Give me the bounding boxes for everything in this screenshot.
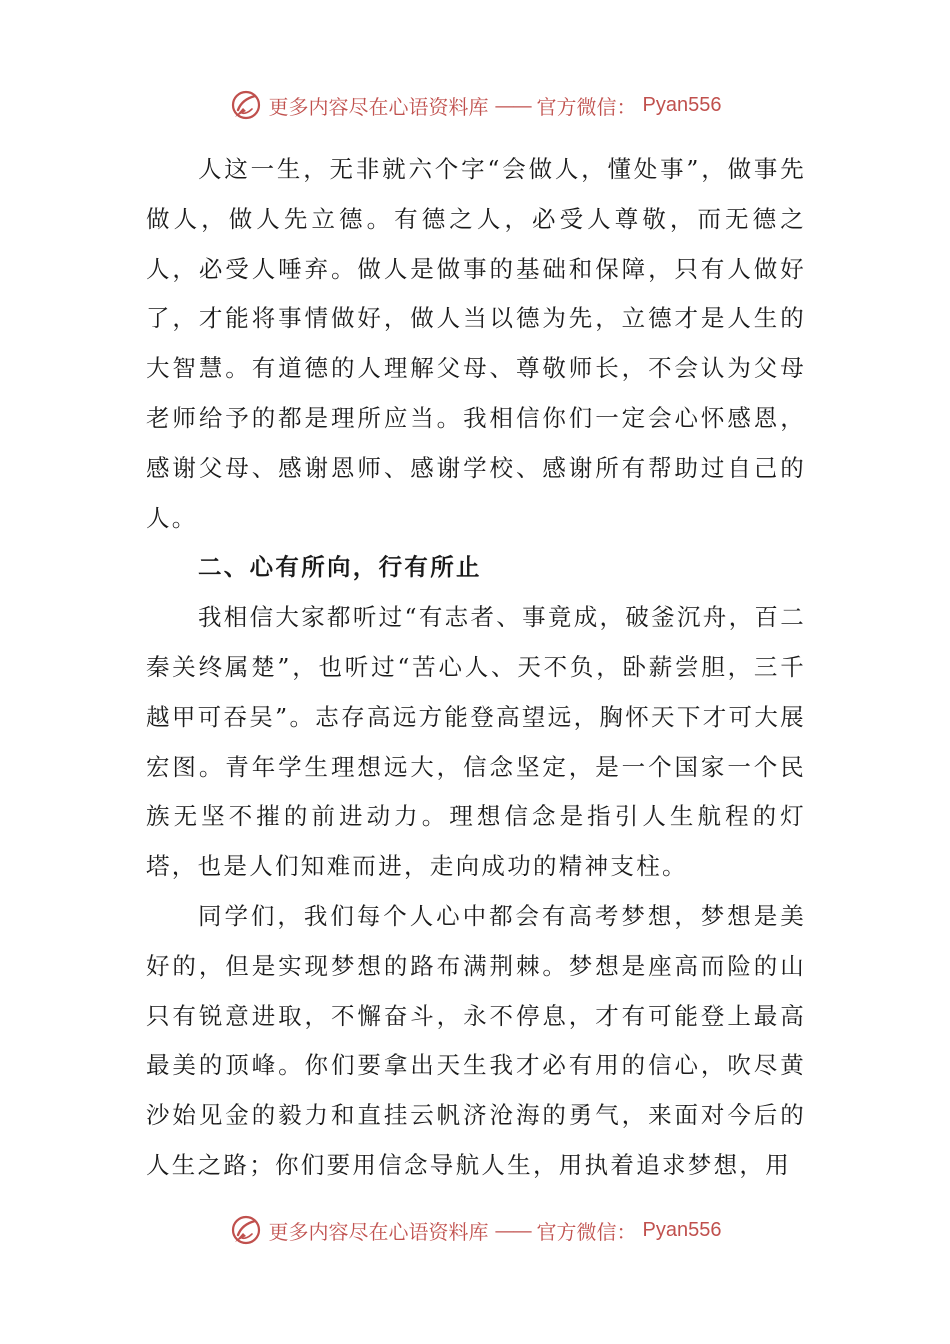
pen-logo-icon <box>229 1213 263 1247</box>
footer-watermark <box>0 1210 950 1250</box>
pen-logo-icon <box>229 88 263 122</box>
paragraph-virtue: 人这一生，无非就六个字“会做人，懂处事”，做事先做人，做人先立德。有德之人，必受人尊敬，而无德之人，必受人唾弃。做人是做事的基础和保障，只有人做好了，才能将事情做好，做人当以德为先，立德才是人生的大智慧。有道德的人理解父母、尊敬师长，不会认为父母老师给予的都是理所应当。我相信你们一定会心怀感恩，感谢父母、感谢恩师、感谢学校、感谢所有帮助过自己的人。 <box>146 155 806 532</box>
document-body <box>146 145 806 1191</box>
watermark-text: 更多内容尽在心语资料库 <box>268 1219 489 1244</box>
watermark-dash: —— <box>494 1218 531 1242</box>
watermark-text: 更多内容尽在心语资料库 <box>268 94 489 119</box>
watermark-wechat-label: 官方微信： <box>536 94 637 119</box>
watermark-wechat-id: Pyan556 <box>642 1218 722 1241</box>
watermark-wechat-id: Pyan556 <box>642 93 722 116</box>
watermark-dash: —— <box>494 93 531 117</box>
paragraph-ambition: 我相信大家都听过“有志者、事竟成，破釜沉舟，百二秦关终属楚”，也听过“苦心人、天不负，卧薪尝胆，三千越甲可吞吴”。志存高远方能登高望远，胸怀天下才可大展宏图。青年学生理想远大，信念坚定，是一个国家一个民族无坚不摧的前进动力。理想信念是指引人生航程的灯塔，也是人们知难而进，走向成功的精神支柱。 <box>146 603 806 881</box>
watermark-wechat-label: 官方微信： <box>536 1219 637 1244</box>
paragraph-dream: 同学们，我们每个人心中都会有高考梦想，梦想是美好的，但是实现梦想的路布满荆棘。梦想是座高而险的山只有锐意进取，不懈奋斗，永不停息，才有可能登上最高最美的顶峰。你们要拿出天生我才必有用的信心，吹尽黄沙始见金的毅力和直挂云帆济沧海的勇气，来面对今后的人生之路；你们要用信念导航人生，用执着追求梦想，用 <box>146 901 806 1179</box>
header-watermark <box>0 85 950 125</box>
section-heading-2: 二、心有所向，行有所止 <box>198 553 482 582</box>
